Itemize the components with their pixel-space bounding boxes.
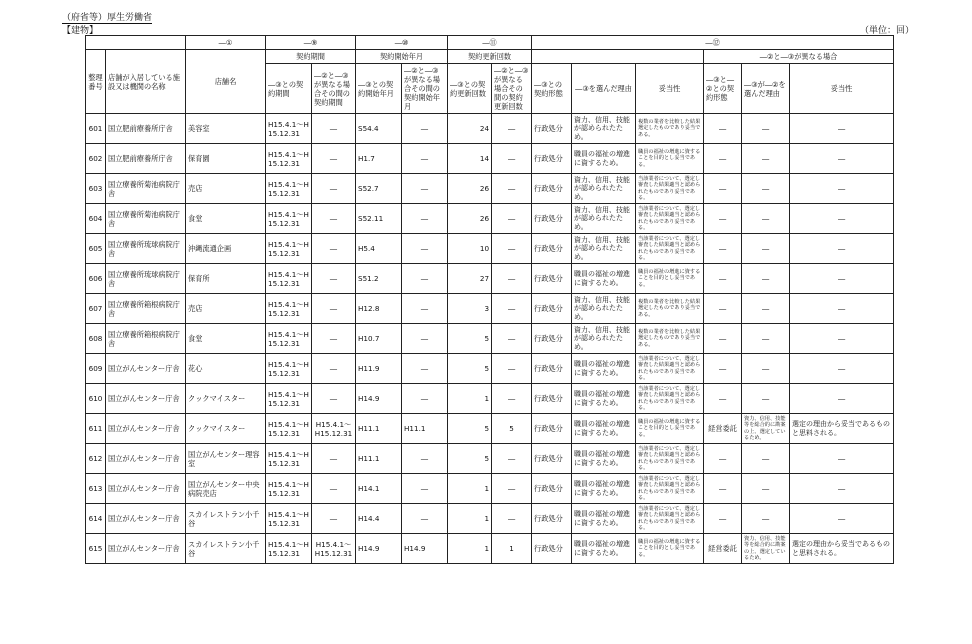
header-no: 整理番号 xyxy=(86,50,106,114)
selection-reason: 資力、信用、技能が認められたため。 xyxy=(572,174,636,204)
validity: 職員の福祉の増進に資することを目的とし妥当である。 xyxy=(636,414,704,444)
validity: 職員の福祉の増進に資することを目的とし妥当である。 xyxy=(636,144,704,174)
row-no: 603 xyxy=(86,174,106,204)
contract-form: 行政処分 xyxy=(532,294,572,324)
facility-name: 国立がんセンター庁舎 xyxy=(106,534,186,564)
header-c9b: ―②と―③が異なる場合その間の契約期間 xyxy=(312,64,356,114)
facility-name: 国立肥前療養所庁舎 xyxy=(106,144,186,174)
shop-name: 国立がんセンター中央病院売店 xyxy=(186,474,266,504)
shop-name: 売店 xyxy=(186,294,266,324)
header-c12c: 妥当性 xyxy=(636,64,704,114)
validity: 複数の業者を比較した結果選定したものであり妥当である。 xyxy=(636,324,704,354)
row-no: 612 xyxy=(86,444,106,474)
contract-form-2: ― xyxy=(704,294,742,324)
renewal-count-2: ― xyxy=(492,294,532,324)
table-row xyxy=(86,114,894,144)
selection-reason: 職員の福祉の増進に資するため。 xyxy=(572,504,636,534)
header-c10b: ―②と―③が異なる場合その間の契約開始年月 xyxy=(402,64,448,114)
validity: 当該業者について、選定し審査した結果適当と認められたものであり妥当である。 xyxy=(636,174,704,204)
facility-name: 国立がんセンター庁舎 xyxy=(106,444,186,474)
header-c11a: ―③との契約更新回数 xyxy=(448,64,492,114)
row-no: 602 xyxy=(86,144,106,174)
contract-form: 行政処分 xyxy=(532,174,572,204)
contract-start: H10.7 xyxy=(356,324,402,354)
validity: 職員の福祉の増進に資することを目的とし妥当である。 xyxy=(636,264,704,294)
selection-reason-2: ― xyxy=(742,474,790,504)
facility-name: 国立がんセンター庁舎 xyxy=(106,474,186,504)
contract-start-2: ― xyxy=(402,324,448,354)
shop-name: 売店 xyxy=(186,174,266,204)
selection-reason: 職員の福祉の増進に資するため。 xyxy=(572,474,636,504)
validity-2: ― xyxy=(790,144,894,174)
contract-period-2: ― xyxy=(312,264,356,294)
contract-period: H15.4.1～H15.12.31 xyxy=(266,204,312,234)
selection-reason-2: ― xyxy=(742,354,790,384)
selection-reason: 資力、信用、技能が認められたため。 xyxy=(572,234,636,264)
shop-name: スカイレストラン小千谷 xyxy=(186,504,266,534)
contract-form: 行政処分 xyxy=(532,414,572,444)
header-group-12-sub: ―②と―③が異なる場合 xyxy=(704,50,894,64)
facility-name: 国立療養所箱根病院庁舎 xyxy=(106,324,186,354)
facility-name: 国立療養所菊池病院庁舎 xyxy=(106,204,186,234)
row-no: 601 xyxy=(86,114,106,144)
contract-start: H5.4 xyxy=(356,234,402,264)
selection-reason: 資力、信用、技能が認められたため。 xyxy=(572,114,636,144)
contract-period-2: ― xyxy=(312,234,356,264)
table-row xyxy=(86,264,894,294)
shop-name: 美容室 xyxy=(186,114,266,144)
contract-period: H15.4.1～H15.12.31 xyxy=(266,144,312,174)
row-no: 615 xyxy=(86,534,106,564)
validity-2: ― xyxy=(790,114,894,144)
renewal-count-2: ― xyxy=(492,114,532,144)
renewal-count-2: ― xyxy=(492,144,532,174)
contract-form: 行政処分 xyxy=(532,324,572,354)
contract-table xyxy=(85,35,894,564)
renewal-count-2: ― xyxy=(492,204,532,234)
contract-period-2: ― xyxy=(312,354,356,384)
renewal-count: 1 xyxy=(448,504,492,534)
header-blank xyxy=(86,36,186,50)
contract-start-2: ― xyxy=(402,294,448,324)
contract-start-2: ― xyxy=(402,114,448,144)
validity: 当該業者について、選定し審査した結果適当と認められたものであり妥当である。 xyxy=(636,474,704,504)
validity-2: ― xyxy=(790,204,894,234)
renewal-count-2: 5 xyxy=(492,414,532,444)
contract-period-2: ― xyxy=(312,384,356,414)
contract-period-2: ― xyxy=(312,504,356,534)
contract-start-2: ― xyxy=(402,384,448,414)
facility-name: 国立がんセンター庁舎 xyxy=(106,504,186,534)
row-no: 613 xyxy=(86,474,106,504)
table-row xyxy=(86,324,894,354)
renewal-count-2: ― xyxy=(492,504,532,534)
selection-reason-2: ― xyxy=(742,504,790,534)
contract-start: S52.11 xyxy=(356,204,402,234)
selection-reason: 職員の福祉の増進に資するため。 xyxy=(572,354,636,384)
contract-form: 行政処分 xyxy=(532,114,572,144)
selection-reason-2: ― xyxy=(742,324,790,354)
row-no: 614 xyxy=(86,504,106,534)
shop-name: クックマイスター xyxy=(186,384,266,414)
contract-start: H14.4 xyxy=(356,504,402,534)
validity: 複数の業者を比較した結果選定したものであり妥当である。 xyxy=(636,114,704,144)
renewal-count: 5 xyxy=(448,324,492,354)
contract-period: H15.4.1～H15.12.31 xyxy=(266,414,312,444)
validity-2: ― xyxy=(790,504,894,534)
facility-name: 国立療養所菊池病院庁舎 xyxy=(106,174,186,204)
row-no: 606 xyxy=(86,264,106,294)
table-row xyxy=(86,144,894,174)
contract-period-2: ― xyxy=(312,144,356,174)
selection-reason-2: ― xyxy=(742,294,790,324)
contract-form: 行政処分 xyxy=(532,444,572,474)
renewal-count: 3 xyxy=(448,294,492,324)
renewal-count-2: ― xyxy=(492,264,532,294)
contract-form: 行政処分 xyxy=(532,504,572,534)
selection-reason: 職員の福祉の増進に資するため。 xyxy=(572,444,636,474)
selection-reason-2: ― xyxy=(742,174,790,204)
contract-form: 行政処分 xyxy=(532,204,572,234)
renewal-count: 1 xyxy=(448,534,492,564)
contract-start-2: ― xyxy=(402,204,448,234)
renewal-count-2: ― xyxy=(492,474,532,504)
contract-form-2: ― xyxy=(704,474,742,504)
validity-2: ― xyxy=(790,174,894,204)
contract-period: H15.4.1～H15.12.31 xyxy=(266,444,312,474)
contract-form: 行政処分 xyxy=(532,144,572,174)
renewal-count-2: 1 xyxy=(492,534,532,564)
contract-start-2: ― xyxy=(402,444,448,474)
selection-reason-2: ― xyxy=(742,144,790,174)
validity-2: 選定の理由から妥当であるものと思料される。 xyxy=(790,414,894,444)
contract-period: H15.4.1～H15.12.31 xyxy=(266,264,312,294)
validity-2: ― xyxy=(790,324,894,354)
renewal-count: 10 xyxy=(448,234,492,264)
validity-2: 選定の理由から妥当であるものと思料される。 xyxy=(790,534,894,564)
validity: 当該業者について、選定し審査した結果適当と認められたものであり妥当である。 xyxy=(636,354,704,384)
contract-start-2: H14.9 xyxy=(402,534,448,564)
shop-name: 食堂 xyxy=(186,324,266,354)
selection-reason: 職員の福祉の増進に資するため。 xyxy=(572,144,636,174)
contract-form-2: ― xyxy=(704,324,742,354)
selection-reason: 職員の福祉の増進に資するため。 xyxy=(572,264,636,294)
contract-period: H15.4.1～H15.12.31 xyxy=(266,324,312,354)
validity-2: ― xyxy=(790,354,894,384)
table-row xyxy=(86,414,894,444)
table-row xyxy=(86,354,894,384)
contract-start: H1.7 xyxy=(356,144,402,174)
selection-reason-2: ― xyxy=(742,234,790,264)
contract-start-2: ― xyxy=(402,234,448,264)
contract-period-2: ― xyxy=(312,324,356,354)
renewal-count: 5 xyxy=(448,444,492,474)
ministry-label: （府省等）厚生労働省 xyxy=(62,13,153,23)
contract-form: 行政処分 xyxy=(532,234,572,264)
contract-period-2: ― xyxy=(312,174,356,204)
header-facility: 店舗が入居している施設又は機関の名称 xyxy=(106,50,186,114)
contract-form: 行政処分 xyxy=(532,384,572,414)
contract-start-2: ― xyxy=(402,474,448,504)
contract-period: H15.4.1～H15.12.31 xyxy=(266,384,312,414)
contract-period-2: ― xyxy=(312,444,356,474)
facility-name: 国立療養所箱根病院庁舎 xyxy=(106,294,186,324)
table-row xyxy=(86,474,894,504)
header-group-11: ―⑪ xyxy=(448,36,532,50)
unit-label: （単位：回） xyxy=(859,26,914,36)
renewal-count-2: ― xyxy=(492,324,532,354)
validity-2: ― xyxy=(790,384,894,414)
contract-start-2: ― xyxy=(402,264,448,294)
validity-2: ― xyxy=(790,294,894,324)
contract-start-2: ― xyxy=(402,354,448,384)
contract-start-2: ― xyxy=(402,174,448,204)
header-c12b: ―③を選んだ理由 xyxy=(572,64,636,114)
contract-form-2: ― xyxy=(704,114,742,144)
shop-name: スカイレストラン小千谷 xyxy=(186,534,266,564)
facility-name: 国立療養所琉球病院庁舎 xyxy=(106,264,186,294)
selection-reason-2: ― xyxy=(742,204,790,234)
contract-start-2: ― xyxy=(402,144,448,174)
validity-2: ― xyxy=(790,474,894,504)
validity: 当該業者について、選定し審査した結果適当と認められたものであり妥当である。 xyxy=(636,234,704,264)
renewal-count-2: ― xyxy=(492,174,532,204)
header-renew: 契約更新回数 xyxy=(448,50,532,64)
validity: 当該業者について、選定し審査した結果適当と認められたものであり妥当である。 xyxy=(636,204,704,234)
validity: 当該業者について、選定し審査した結果適当と認められたものであり妥当である。 xyxy=(636,384,704,414)
shop-name: 食堂 xyxy=(186,204,266,234)
header-c10a: ―③との契約開始年月 xyxy=(356,64,402,114)
validity: 当該業者について、選定し審査した結果適当と認められたものであり妥当である。 xyxy=(636,444,704,474)
validity-2: ― xyxy=(790,234,894,264)
validity: 職員の福祉の増進に資することを目的とし妥当である。 xyxy=(636,534,704,564)
selection-reason-2: ― xyxy=(742,114,790,144)
contract-start: H14.9 xyxy=(356,384,402,414)
shop-name: クックマイスター xyxy=(186,414,266,444)
contract-form-2: 経営委託 xyxy=(704,534,742,564)
row-no: 604 xyxy=(86,204,106,234)
header-c12e: ―③が―②を選んだ理由 xyxy=(742,64,790,114)
row-no: 610 xyxy=(86,384,106,414)
header-c9a: ―③との契約期間 xyxy=(266,64,312,114)
row-no: 608 xyxy=(86,324,106,354)
renewal-count: 5 xyxy=(448,354,492,384)
renewal-count-2: ― xyxy=(492,234,532,264)
contract-form-2: ― xyxy=(704,504,742,534)
row-no: 609 xyxy=(86,354,106,384)
validity: 当該業者について、選定し審査した結果適当と認められたものであり妥当である。 xyxy=(636,504,704,534)
renewal-count: 26 xyxy=(448,174,492,204)
header-c12a: ―③との契約形態 xyxy=(532,64,572,114)
contract-start: H14.1 xyxy=(356,474,402,504)
shop-name: 花心 xyxy=(186,354,266,384)
contract-form-2: ― xyxy=(704,384,742,414)
table-row xyxy=(86,504,894,534)
contract-start: S51.2 xyxy=(356,264,402,294)
contract-form: 行政処分 xyxy=(532,474,572,504)
selection-reason: 資力、信用、技能が認められたため。 xyxy=(572,324,636,354)
shop-name: 沖縄流通企画 xyxy=(186,234,266,264)
contract-period: H15.4.1～H15.12.31 xyxy=(266,504,312,534)
contract-form-2: ― xyxy=(704,444,742,474)
renewal-count: 1 xyxy=(448,474,492,504)
contract-start: H11.1 xyxy=(356,444,402,474)
contract-start-2: ― xyxy=(402,504,448,534)
contract-period-2: ― xyxy=(312,294,356,324)
contract-start: H11.1 xyxy=(356,414,402,444)
selection-reason: 資力、信用、技能が認められたため。 xyxy=(572,204,636,234)
renewal-count-2: ― xyxy=(492,384,532,414)
row-no: 607 xyxy=(86,294,106,324)
facility-name: 国立療養所琉球病院庁舎 xyxy=(106,234,186,264)
table-row xyxy=(86,174,894,204)
validity-2: ― xyxy=(790,264,894,294)
contract-period: H15.4.1～H15.12.31 xyxy=(266,174,312,204)
renewal-count: 26 xyxy=(448,204,492,234)
header-start: 契約開始年月 xyxy=(356,50,448,64)
facility-name: 国立肥前療養所庁舎 xyxy=(106,114,186,144)
renewal-count: 5 xyxy=(448,414,492,444)
header-shop: 店舗名 xyxy=(186,50,266,114)
contract-start: S52.7 xyxy=(356,174,402,204)
validity-2: ― xyxy=(790,444,894,474)
validity: 複数の業者を比較した結果選定したものであり妥当である。 xyxy=(636,294,704,324)
category-label: 【建物】 xyxy=(62,26,99,36)
selection-reason-2: ― xyxy=(742,444,790,474)
contract-form: 行政処分 xyxy=(532,354,572,384)
contract-form-2: ― xyxy=(704,204,742,234)
row-no: 605 xyxy=(86,234,106,264)
contract-start: H12.8 xyxy=(356,294,402,324)
header-group-10: ―⑩ xyxy=(356,36,448,50)
contract-form-2: 経営委託 xyxy=(704,414,742,444)
contract-form-2: ― xyxy=(704,264,742,294)
contract-period-2: H15.4.1～H15.12.31 xyxy=(312,534,356,564)
header-group-1: ―① xyxy=(186,36,266,50)
table-row xyxy=(86,534,894,564)
contract-period: H15.4.1～H15.12.31 xyxy=(266,474,312,504)
contract-period: H15.4.1～H15.12.31 xyxy=(266,294,312,324)
contract-form-2: ― xyxy=(704,234,742,264)
shop-name: 保育園 xyxy=(186,144,266,174)
selection-reason-2: ― xyxy=(742,264,790,294)
header-c12f: 妥当性 xyxy=(790,64,894,114)
shop-name: 保育所 xyxy=(186,264,266,294)
contract-form-2: ― xyxy=(704,144,742,174)
renewal-count: 24 xyxy=(448,114,492,144)
table-row xyxy=(86,234,894,264)
contract-form: 行政処分 xyxy=(532,534,572,564)
contract-form-2: ― xyxy=(704,354,742,384)
contract-period-2: ― xyxy=(312,114,356,144)
shop-name: 国立がんセンター理容室 xyxy=(186,444,266,474)
contract-period: H15.4.1～H15.12.31 xyxy=(266,234,312,264)
table-row xyxy=(86,444,894,474)
selection-reason-2: 資力、信用、技能等を総合的に勘案の上、選定しているため。 xyxy=(742,534,790,564)
selection-reason: 職員の福祉の増進に資するため。 xyxy=(572,414,636,444)
contract-start: H11.9 xyxy=(356,354,402,384)
facility-name: 国立がんセンター庁舎 xyxy=(106,384,186,414)
contract-start: S54.4 xyxy=(356,114,402,144)
row-no: 611 xyxy=(86,414,106,444)
table-row xyxy=(86,294,894,324)
contract-start-2: H11.1 xyxy=(402,414,448,444)
renewal-count-2: ― xyxy=(492,354,532,384)
contract-period-2: ― xyxy=(312,204,356,234)
renewal-count: 14 xyxy=(448,144,492,174)
header-group-12: ―⑫ xyxy=(532,36,894,50)
facility-name: 国立がんセンター庁舎 xyxy=(106,354,186,384)
contract-form: 行政処分 xyxy=(532,264,572,294)
contract-period-2: ― xyxy=(312,474,356,504)
renewal-count-2: ― xyxy=(492,444,532,474)
header-period: 契約期間 xyxy=(266,50,356,64)
selection-reason-2: 資力、信用、技能等を総合的に勘案の上、選定しているため。 xyxy=(742,414,790,444)
header-c12d: ―③と―②との契約形態 xyxy=(704,64,742,114)
header-blank-12 xyxy=(532,50,704,64)
selection-reason: 資力、信用、技能が認められたため。 xyxy=(572,294,636,324)
selection-reason: 職員の福祉の増進に資するため。 xyxy=(572,384,636,414)
header-group-9: ―⑨ xyxy=(266,36,356,50)
contract-start: H14.9 xyxy=(356,534,402,564)
table-row xyxy=(86,204,894,234)
contract-form-2: ― xyxy=(704,174,742,204)
contract-period: H15.4.1～H15.12.31 xyxy=(266,114,312,144)
contract-period: H15.4.1～H15.12.31 xyxy=(266,534,312,564)
table-row xyxy=(86,384,894,414)
header-c11b: ―②と―③が異なる場合その間の契約更新回数 xyxy=(492,64,532,114)
renewal-count: 27 xyxy=(448,264,492,294)
renewal-count: 1 xyxy=(448,384,492,414)
facility-name: 国立がんセンター庁舎 xyxy=(106,414,186,444)
selection-reason-2: ― xyxy=(742,384,790,414)
contract-period-2: H15.4.1～H15.12.31 xyxy=(312,414,356,444)
selection-reason: 職員の福祉の増進に資するため。 xyxy=(572,534,636,564)
contract-period: H15.4.1～H15.12.31 xyxy=(266,354,312,384)
